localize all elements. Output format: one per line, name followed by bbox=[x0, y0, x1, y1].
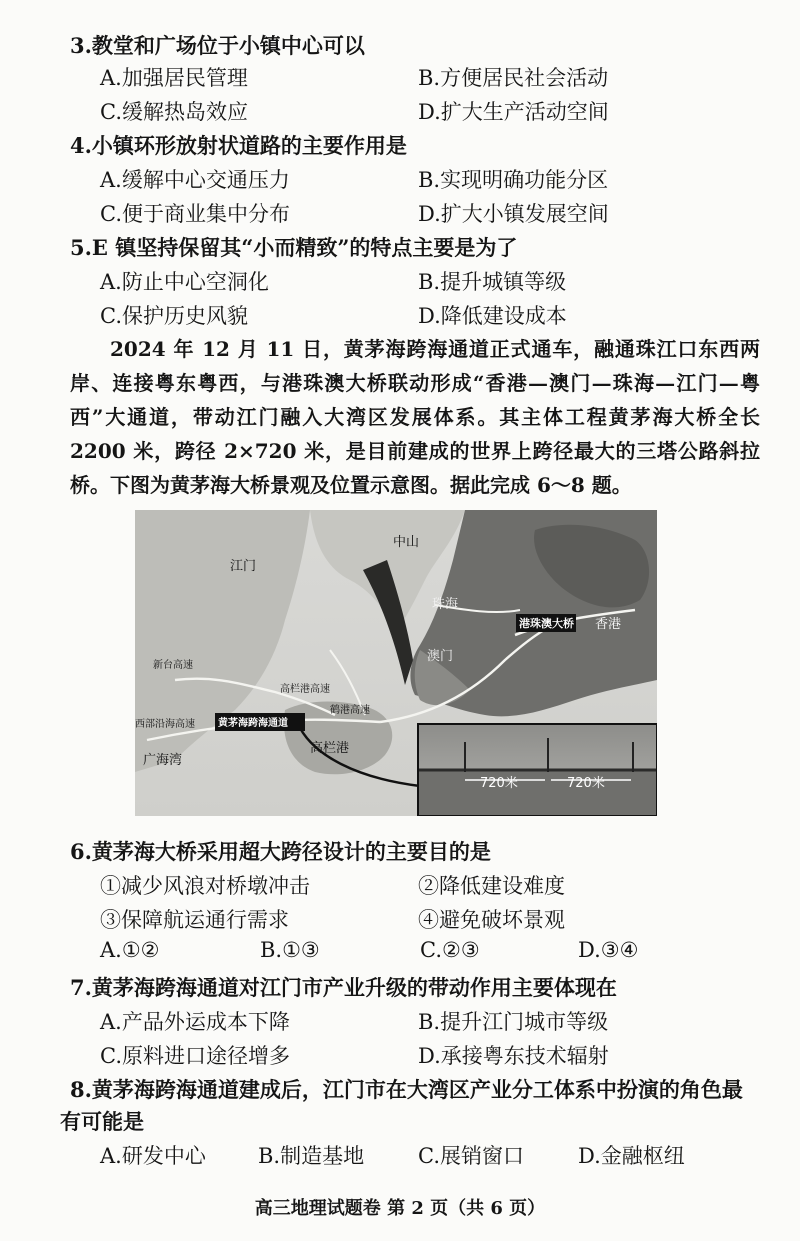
q7-option-d: D.承接粤东技术辐射 bbox=[418, 1044, 609, 1068]
q6-stem: 6.黄茅海大桥采用超大跨径设计的主要目的是 bbox=[70, 839, 491, 864]
map-svg bbox=[135, 510, 657, 816]
label-huangmaohai-channel: 黄茅海跨海通道 bbox=[218, 718, 288, 729]
q6-item-1: ①减少风浪对桥墩冲击 bbox=[100, 874, 310, 898]
label-hzmb: 港珠澳大桥 bbox=[519, 617, 574, 630]
q3-option-b: B.方便居民社会活动 bbox=[418, 66, 609, 90]
q3-option-a: A.加强居民管理 bbox=[100, 66, 248, 90]
q6-item-3: ③保障航运通行需求 bbox=[100, 908, 289, 932]
q6-option-d: D.③④ bbox=[578, 938, 639, 962]
q5-option-a: A.防止中心空洞化 bbox=[100, 270, 269, 294]
q4-option-c: C.便于商业集中分布 bbox=[100, 202, 290, 226]
label-guanghaiwan: 广海湾 bbox=[143, 753, 183, 768]
q8-option-d: D.金融枢纽 bbox=[578, 1144, 685, 1168]
q4-stem: 4.小镇环形放射状道路的主要作用是 bbox=[70, 133, 407, 158]
q6-option-a: A.①② bbox=[100, 938, 160, 962]
page-footer: 高三地理试题卷 第 2 页（共 6 页） bbox=[254, 1198, 546, 1219]
q6-option-c: C.②③ bbox=[420, 938, 480, 962]
label-western-coastal-highway: 西部沿海高速 bbox=[135, 719, 195, 730]
q3-option-d: D.扩大生产活动空间 bbox=[418, 100, 609, 124]
q8-option-a: A.研发中心 bbox=[100, 1144, 206, 1168]
q6-item-4: ④避免破坏景观 bbox=[418, 908, 565, 932]
label-gaolangang: 高栏港 bbox=[310, 741, 350, 756]
q6-option-b: B.①③ bbox=[260, 938, 320, 962]
q4-option-a: A.缓解中心交通压力 bbox=[100, 168, 290, 192]
label-span-1: 720米 bbox=[480, 776, 518, 791]
label-zhongshan: 中山 bbox=[393, 535, 420, 550]
q8-stem-line1: 8.黄茅海跨海通道建成后，江门市在大湾区产业分工体系中扮演的角色最 bbox=[70, 1077, 743, 1102]
label-span-2: 720米 bbox=[567, 776, 605, 791]
label-gaolangang-highway: 高栏港高速 bbox=[280, 684, 330, 695]
passage bbox=[70, 332, 760, 502]
q4-option-b: B.实现明确功能分区 bbox=[418, 168, 609, 192]
passage-text: 2024 年 12 月 11 日，黄茅海跨海通道正式通车，融通珠江口东西两岸、连接粤东粤西，与港珠澳大桥联动形成“香港—澳门—珠海—江门—粤西”大通道，带动江门融入大湾区发展体系。其主体工程黄茅海大桥全长 2200 米，跨径 2×720 米，是目前建成的世界上跨径最大的三塔公路斜拉桥。下图为黄茅海大桥景观及位置示意图。据此完成 6～8 题。 bbox=[70, 337, 760, 497]
photo-water bbox=[419, 770, 656, 815]
q7-stem: 7.黄茅海跨海通道对江门市产业升级的带动作用主要体现在 bbox=[70, 975, 617, 1000]
bridge-location-map bbox=[135, 510, 657, 816]
q5-option-c: C.保护历史风貌 bbox=[100, 304, 248, 328]
q4-option-d: D.扩大小镇发展空间 bbox=[418, 202, 609, 226]
q3-stem: 3.教堂和广场位于小镇中心可以 bbox=[70, 33, 365, 58]
q8-stem-line2: 有可能是 bbox=[60, 1109, 144, 1134]
q3-option-c: C.缓解热岛效应 bbox=[100, 100, 248, 124]
q5-option-b: B.提升城镇等级 bbox=[418, 270, 567, 294]
q7-option-c: C.原料进口途径增多 bbox=[100, 1044, 290, 1068]
label-jiangmen: 江门 bbox=[230, 559, 257, 574]
q5-stem: 5.E 镇坚持保留其“小而精致”的特点主要是为了 bbox=[70, 235, 518, 260]
label-zhuhai: 珠海 bbox=[432, 597, 459, 612]
label-hongkong: 香港 bbox=[595, 617, 622, 632]
q5-option-d: D.降低建设成本 bbox=[418, 304, 567, 328]
q8-option-b: B.制造基地 bbox=[258, 1144, 365, 1168]
q6-item-2: ②降低建设难度 bbox=[418, 874, 565, 898]
q7-option-a: A.产品外运成本下降 bbox=[100, 1010, 290, 1034]
label-aomen: 澳门 bbox=[427, 649, 454, 664]
q8-option-c: C.展销窗口 bbox=[418, 1144, 524, 1168]
q7-option-b: B.提升江门城市等级 bbox=[418, 1010, 609, 1034]
label-hegang-highway: 鹤港高速 bbox=[330, 705, 370, 716]
label-xintai-highway: 新台高速 bbox=[153, 660, 193, 671]
